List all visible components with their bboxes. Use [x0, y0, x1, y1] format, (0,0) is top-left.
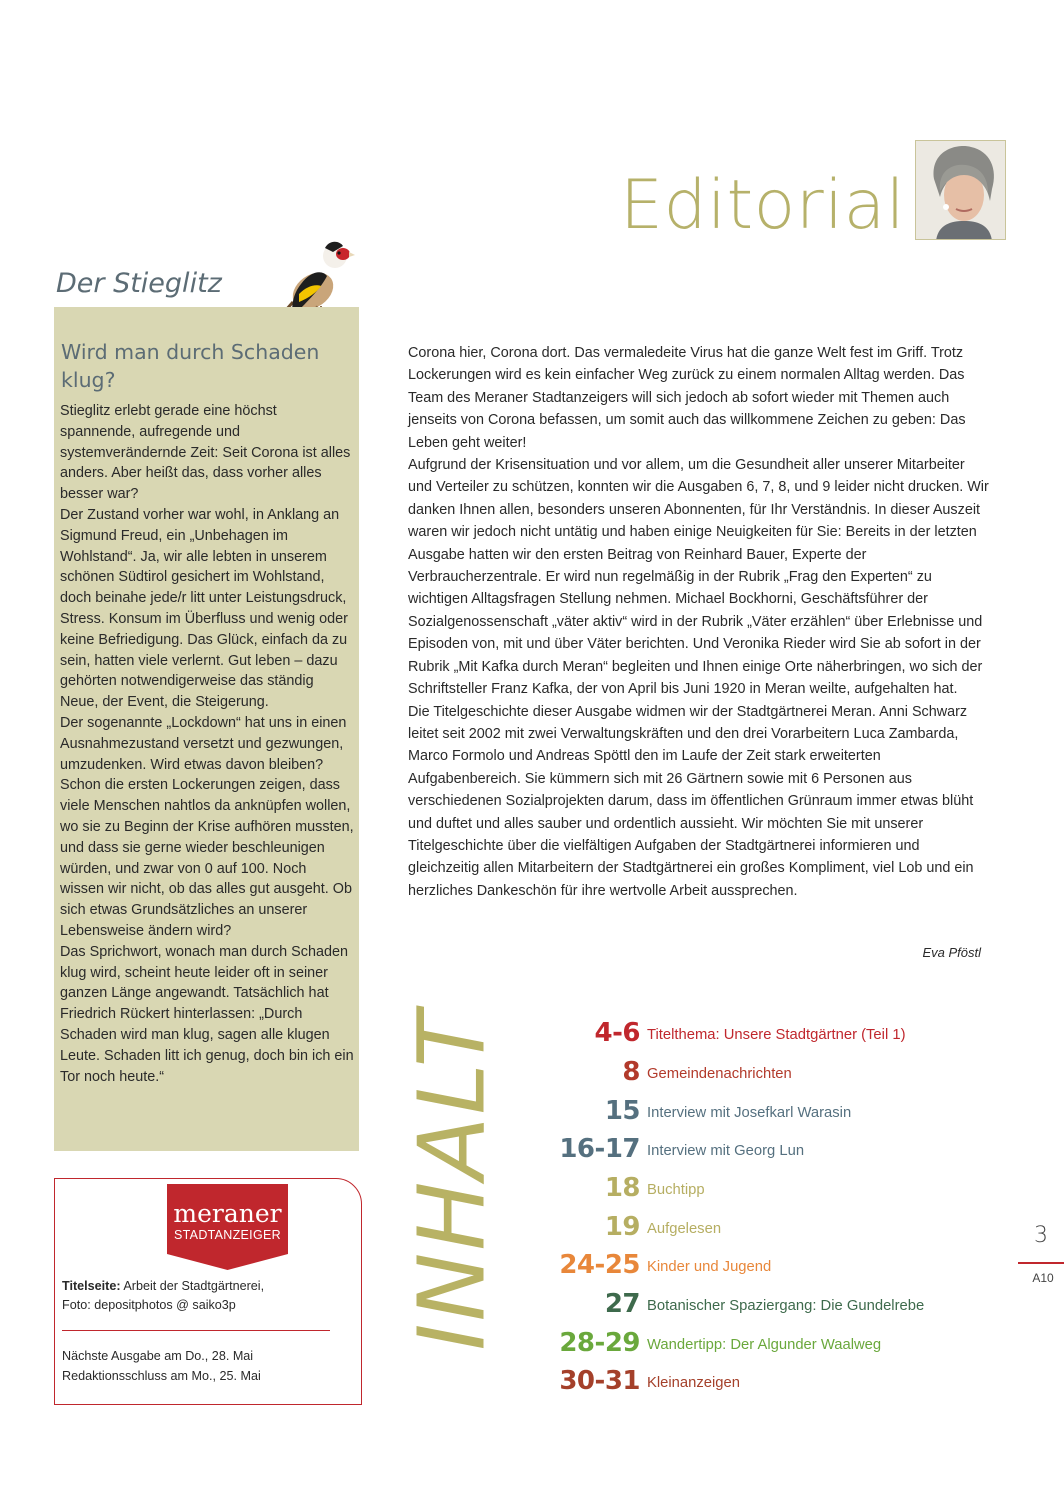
logo-brand: meraner [173, 1199, 282, 1228]
toc-page-number: 30-31 [559, 1366, 640, 1396]
page-code: A10 [1032, 1271, 1054, 1285]
toc-page-number: 15 [604, 1096, 640, 1126]
toc-page-number: 19 [604, 1212, 640, 1242]
editorial-paragraph: Corona hier, Corona dort. Das vermaledeite Virus hat die ganze Welt fest im Griff. Trotz Lockerungen wird es kein einfacher Weg zurück zu einem normalen Alltag werden. Das Team des Meraner Stadtanzeigers will sich jedoch ab sofort wieder mit Themen auch jenseits von Corona befassen, um somit auch das willkommene Zeichen zu geben: Das Leben geht weiter! [408, 345, 966, 451]
toc-page-number: 27 [604, 1289, 640, 1319]
column-paragraph: Das Sprichwort, wonach man durch Schaden klug wird, scheint heute leider oft in seiner ganzen Länge angewandt. Tatsächlich hat Friedrich Rückert hinterlassen: „Durch Schaden wird man klug, sagen alle klugen Leute. Schaden litt ich genug, doch bin ich ein Tor noch heute.“ [60, 943, 354, 1085]
toc-page-number: 24-25 [559, 1250, 640, 1280]
toc-heading: INHALT [398, 1009, 506, 1351]
portrait-image [916, 141, 1006, 240]
toc-label: Kinder und Jugend [647, 1259, 772, 1275]
toc-label: Aufgelesen [647, 1221, 722, 1237]
page-number: 3 [1034, 1223, 1048, 1248]
editorial-paragraph: Aufgrund der Krisensituation und vor allem, um die Gesundheit aller unserer Mitarbeiter und Verteiler zu schützen, konnten wir die Ausgaben 6, 7, 8, und 9 leider nicht drucken. Wir danken Ihnen allen, besonders unseren Abonnenten, für Ihr Verständnis. In dieser Auszeit waren wir jedoch nicht untätig und haben einige Neuigkeiten für Sie: Bereits in der letzten Ausgabe hatten wir den ersten Beitrag von Reinhard Bauer, Experte der Verbraucherzentrale. Er wird nun regelmäßig in der Rubrik „Frag den Experten“ zu wichtigen Alltagsfragen Stellung nehmen. Michael Bockhorni, Geschäftsführer der Sozialgenossenschaft „väter aktiv“ wird in der Rubrik „Väter erzählen“ über Erlebnisse und Episoden von, mit und über Väter berichten. Und Veronika Rieder wird Sie ab sofort in der Rubrik „Mit Kafka durch Meran“ begleiten und Ihnen einige Orte näherbringen, wo sich der Schriftsteller Franz Kafka, der von April bis Juni 1920 in Meran weilte, aufgehalten hat. [408, 457, 989, 698]
next-issue: Nächste Ausgabe am Do., 28. Mai [62, 1349, 254, 1363]
editorial-paragraph: Die Titelgeschichte dieser Ausgabe widmen wir der Stadtgärtnerei Meran. Anni Schwarz leitet seit 2002 mit zwei Verwaltungskräften und den drei Vorarbeitern Luca Zambarda, Marco Formolo und Andreas Spöttl den im Laufe der Zeit stark erweiterten Aufgabenbereich. Sie kümmern sich mit 26 Gärtnern sowie mit 6 Personen aus verschiedenen Sozialprojekten darum, dass im öffentlichen Grünraum immer etwas blüht und duftet und alles sauber und ordentlich aussieht. Wir möchten Sie mit unserer Titelgeschichte über die vielfältigen Aufgaben der Stadtgärtnerei informieren und gleichzeitig allen Mitarbeitern der Stadtgärtnerei ein großes Kompliment, viel Lob und ein herzliches Dankeschön für ihre wertvolle Arbeit aussprechen. [408, 703, 974, 899]
page-number-rule [1018, 1262, 1064, 1264]
column-paragraph: Stieglitz erlebt gerade eine höchst spannende, aufregende und systemverändernde Zeit: Seit Corona ist alles anders. Aber heißt das, dass vorher alles besser war? [60, 403, 351, 503]
toc-page-number: 18 [604, 1173, 640, 1203]
toc-label: Titelthema: Unsere Stadtgärtner (Teil 1) [647, 1027, 906, 1043]
toc-page-number: 8 [622, 1057, 640, 1087]
logo-subbrand: STADTANZEIGER [174, 1228, 281, 1242]
column-paragraph: Der Zustand vorher war wohl, in Anklang an Sigmund Freud, ein „Unbehagen im Wohlstand“. Ja, wir alle lebten in unserem schönen Südtirol gesichert im Wohlstand, doch beinahe jede/r litt unter Leistungsdruck, Stress. Konsum im Überfluss und wenig oder keine Befriedigung. Das Glück, einfach da zu sein, hatten viele verlernt. Gut leben – dazu gehörten notwendigerweise das ständig Neue, der Event, die Steigerung. [60, 506, 348, 711]
column-subheading: Wird man durch Schaden klug? [61, 340, 320, 392]
masthead-logo [167, 1184, 288, 1270]
toc-label: Interview mit Georg Lun [647, 1143, 805, 1159]
toc-entry[interactable] [420, 1204, 1020, 1242]
toc-entry[interactable] [420, 1126, 1020, 1164]
masthead-divider [62, 1330, 330, 1331]
toc-entry[interactable] [420, 1320, 1020, 1358]
editorial-body [408, 342, 990, 902]
cover-text: Arbeit der Stadtgärtnerei, [120, 1279, 265, 1293]
toc-page-number: 4-6 [594, 1018, 640, 1048]
toc-entry[interactable] [420, 1088, 1020, 1126]
toc-label: Gemeindenachrichten [647, 1066, 792, 1082]
toc-entry[interactable] [420, 1242, 1020, 1280]
toc-entry[interactable] [420, 1165, 1020, 1203]
editorial-deadline: Redaktionsschluss am Mo., 25. Mai [62, 1369, 261, 1383]
toc-label: Wandertipp: Der Algunder Waalweg [647, 1337, 882, 1353]
cover-caption [62, 1277, 264, 1296]
toc-label: Botanischer Spaziergang: Die Gundelrebe [647, 1298, 925, 1314]
toc-label: Interview mit Josefkarl Warasin [647, 1105, 852, 1121]
column-body [60, 401, 354, 1087]
author-portrait [915, 140, 1006, 240]
toc-label: Buchtipp [647, 1182, 705, 1198]
toc-entry[interactable] [420, 1049, 1020, 1087]
toc-page-number: 28-29 [559, 1328, 640, 1358]
logo-banner [167, 1184, 288, 1270]
toc-entry[interactable] [420, 1358, 1020, 1396]
column-paragraph: Der sogenannte „Lockdown“ hat uns in einen Ausnahmezustand versetzt und gezwungen, umzudenken. Wird etwas davon bleiben? Schon die ersten Lockerungen zeigen, dass viele Menschen nahtlos da anknüpfen wollen, wo sie zu Beginn der Krise aufhören mussten, und dass sie gerne wieder beschleunigen würden, und zwar von 0 auf 100. Noch wissen wir nicht, ob das alles gut ausgeht. Ob sich etwas Grundsätzliches an unserer Lebensweise ändern wird? [60, 714, 354, 939]
page-title: Editorial [620, 166, 906, 245]
cover-label: Titelseite: [62, 1279, 121, 1293]
toc-entry[interactable] [420, 1010, 1020, 1048]
toc-page-number: 16-17 [559, 1134, 640, 1164]
author-signature: Eva Pföstl [922, 945, 981, 960]
toc-entry[interactable] [420, 1281, 1020, 1319]
toc-label: Kleinanzeigen [647, 1375, 740, 1391]
column-heading: Der Stieglitz [56, 268, 222, 299]
photo-credit: Foto: depositphotos @ saiko3p [62, 1298, 236, 1312]
